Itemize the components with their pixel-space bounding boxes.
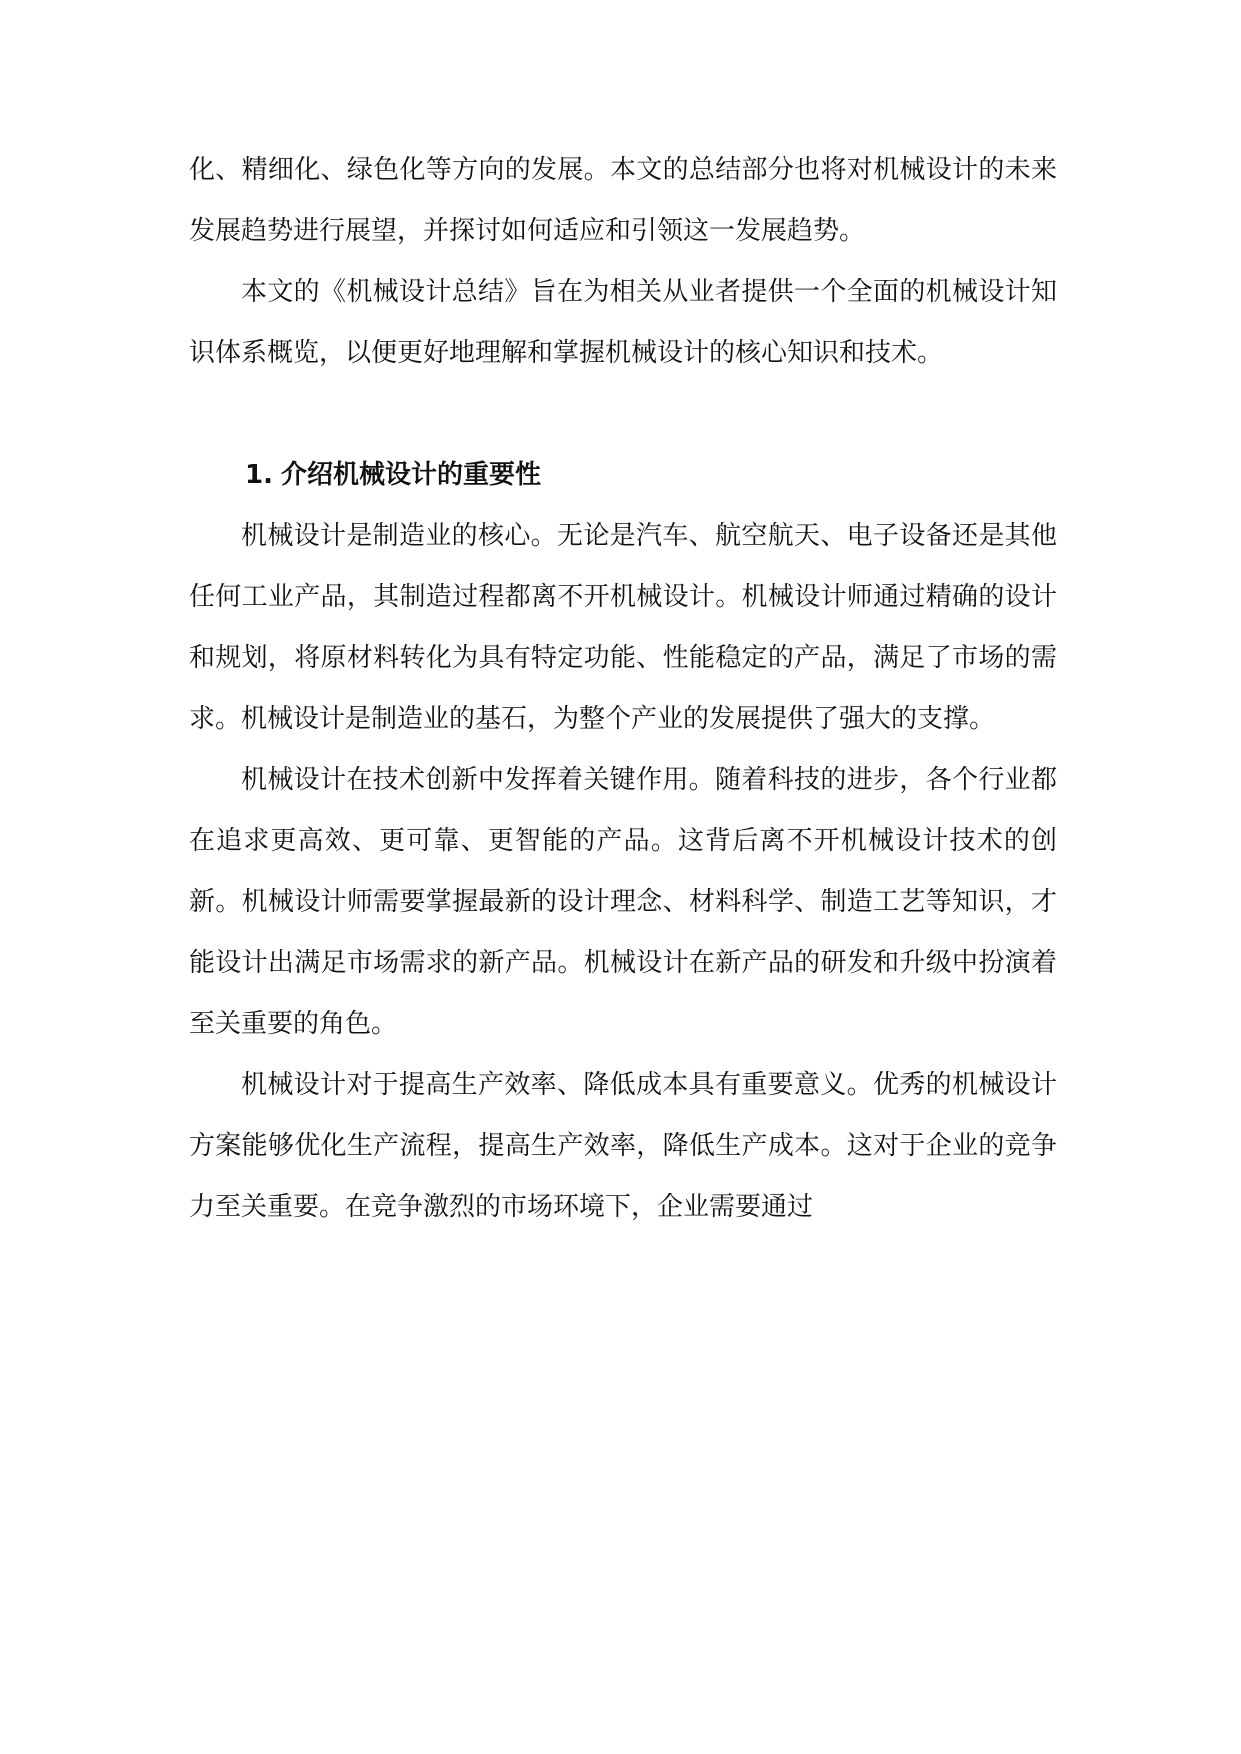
paragraph-purpose: 本文的《机械设计总结》旨在为相关从业者提供一个全面的机械设计知识体系概览，以便更好地理解和掌握机械设计的核心知识和技术。: [189, 277, 1057, 368]
section-title: 介绍机械设计的重要性: [281, 460, 542, 490]
document-body: [189, 140, 1057, 1238]
section-number: 1.: [245, 460, 273, 490]
section-heading: [189, 445, 1057, 506]
paragraph-continuation: 化、精细化、绿色化等方向的发展。本文的总结部分也将对机械设计的未来发展趋势进行展望，并探讨如何适应和引领这一发展趋势。: [189, 155, 1057, 246]
paragraph-core-role: 机械设计是制造业的核心。无论是汽车、航空航天、电子设备还是其他任何工业产品，其制造过程都离不开机械设计。机械设计师通过精确的设计和规划，将原材料转化为具有特定功能、性能稳定的产品，满足了市场的需求。机械设计是制造业的基石，为整个产业的发展提供了强大的支撑。: [189, 521, 1057, 734]
paragraph-innovation: 机械设计在技术创新中发挥着关键作用。随着科技的进步，各个行业都在追求更高效、更可靠、更智能的产品。这背后离不开机械设计技术的创新。机械设计师需要掌握最新的设计理念、材料科学、制造工艺等知识，才能设计出满足市场需求的新产品。机械设计在新产品的研发和升级中扮演着至关重要的角色。: [189, 765, 1057, 1039]
paragraph-efficiency: 机械设计对于提高生产效率、降低成本具有重要意义。优秀的机械设计方案能够优化生产流程，提高生产效率，降低生产成本。这对于企业的竞争力至关重要。在竞争激烈的市场环境下，企业需要通过: [189, 1070, 1057, 1222]
section-spacer: [189, 384, 1057, 445]
